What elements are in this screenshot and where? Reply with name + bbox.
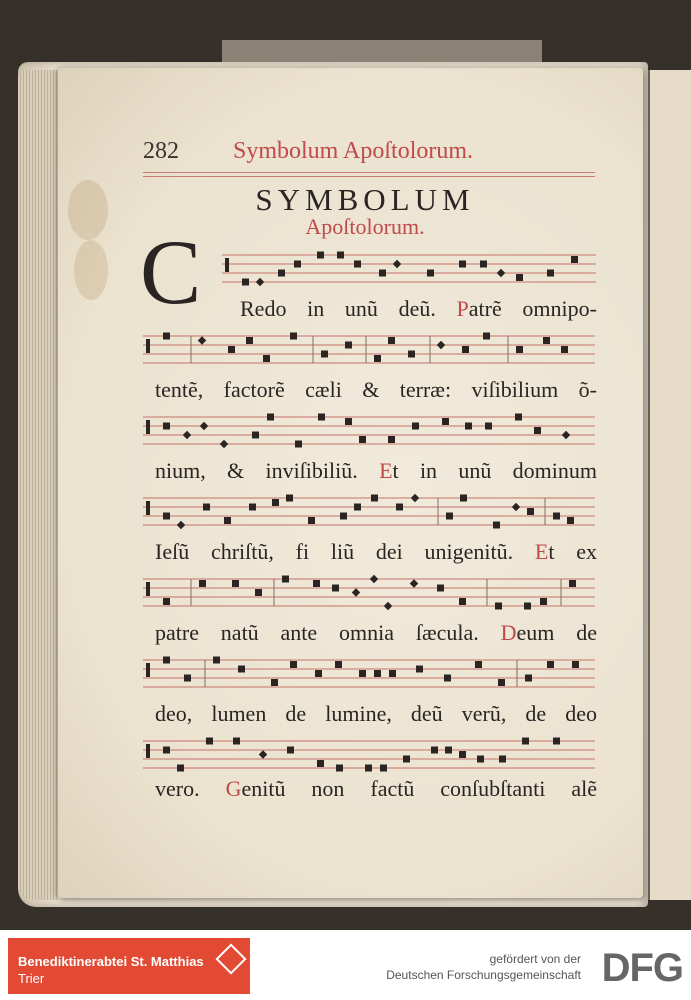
lyric-line (155, 377, 597, 403)
neume-note (317, 760, 324, 767)
neume-note (203, 504, 210, 511)
neume-note (336, 765, 343, 772)
neume-note (384, 602, 392, 610)
music-staff (143, 737, 595, 772)
neume-note (294, 261, 301, 268)
music-staff (143, 413, 595, 448)
neume-note (403, 756, 410, 763)
neume-note (163, 333, 170, 340)
running-title: Symbolum Apoſtolorum. (233, 138, 474, 164)
music-staff (143, 656, 595, 691)
neume-note (459, 751, 466, 758)
neume-note (459, 598, 466, 605)
neume-note (163, 513, 170, 520)
lyric-line (155, 458, 597, 484)
music-staff (143, 494, 595, 529)
neume-note (561, 346, 568, 353)
neume-note (444, 675, 451, 682)
lyric-line (155, 539, 597, 565)
neume-note (412, 423, 419, 430)
neume-note (534, 427, 541, 434)
neume-note (365, 765, 372, 772)
neume-note (427, 270, 434, 277)
neume-note (177, 765, 184, 772)
neume-note (317, 252, 324, 259)
neume-note (485, 423, 492, 430)
initial-letter: C (140, 221, 202, 323)
neume-note (163, 747, 170, 754)
stain (74, 240, 108, 300)
neume-note (290, 661, 297, 668)
neume-note (516, 346, 523, 353)
clef-mark (146, 501, 150, 515)
neume-note (340, 513, 347, 520)
neume-note (290, 333, 297, 340)
neume-note (183, 431, 191, 439)
neume-note (354, 504, 361, 511)
lyric-text: t ex (548, 539, 597, 564)
neume-note (359, 436, 366, 443)
neume-note (318, 414, 325, 421)
neume-note (177, 521, 185, 529)
header-rule (143, 172, 595, 173)
neume-note (547, 661, 554, 668)
lyric-text: nium, & inviſibiliũ. (155, 458, 380, 483)
music-staff (143, 575, 595, 610)
neume-note (267, 414, 274, 421)
neume-note (224, 517, 231, 524)
neume-note (228, 346, 235, 353)
neume-note (213, 657, 220, 664)
neume-note (393, 260, 401, 268)
lyric-line (155, 620, 597, 646)
neume-note (263, 355, 270, 362)
neume-note (524, 603, 531, 610)
neume-note (206, 738, 213, 745)
neume-note (321, 351, 328, 358)
neume-note (562, 431, 570, 439)
neume-note (442, 418, 449, 425)
funded-by-text: gefördert von der (489, 952, 581, 966)
neume-note (249, 504, 256, 511)
neume-note (512, 503, 520, 511)
neume-note (370, 575, 378, 583)
neume-note (232, 580, 239, 587)
neume-note (495, 603, 502, 610)
institution-box[interactable] (8, 938, 250, 994)
neume-note (287, 747, 294, 754)
lyric-text: Ieſũ chriſtũ, fi liũ dei unigenitũ. (155, 539, 535, 564)
neume-note (483, 333, 490, 340)
neume-note (238, 666, 245, 673)
neume-note (345, 418, 352, 425)
neume-note (567, 517, 574, 524)
chant-subtitle: Apoſtolorum. (305, 214, 425, 239)
neume-note (388, 436, 395, 443)
neume-note (379, 270, 386, 277)
clef-mark (146, 582, 150, 596)
neume-note (335, 661, 342, 668)
neume-note (295, 441, 302, 448)
institution-name: Benediktinerabtei St. Matthias (18, 954, 204, 969)
neume-note (408, 351, 415, 358)
lyric-text: patre natũ ante omnia ſæcula. (155, 620, 501, 645)
lyric-text: Redo in unũ deũ. (240, 296, 457, 321)
neume-note (337, 252, 344, 259)
lyric-text: atrẽ omnipo- (468, 296, 597, 321)
lyric-line (155, 701, 597, 727)
neume-note (465, 423, 472, 430)
neume-note (410, 579, 418, 587)
neume-note (220, 440, 228, 448)
rubric-initial: P (456, 296, 469, 321)
neume-note (475, 661, 482, 668)
neume-note (352, 588, 360, 596)
stain (68, 180, 108, 240)
neume-note (498, 679, 505, 686)
neume-note (431, 747, 438, 754)
neume-note (242, 279, 249, 286)
lyric-text: deo, lumen de lumine, deũ verũ, de deo (155, 701, 597, 726)
neume-note (233, 738, 240, 745)
lyric-text: eum de (516, 620, 597, 645)
neume-note (396, 504, 403, 511)
neume-note (497, 269, 505, 277)
rubric-initial: E (379, 458, 393, 483)
lyric-line (240, 296, 597, 322)
neume-note (515, 414, 522, 421)
neume-note (315, 670, 322, 677)
neume-note (374, 670, 381, 677)
rubric-initial: D (500, 620, 517, 645)
footer-banner (0, 930, 691, 1000)
neume-note (547, 270, 554, 277)
neume-note (446, 513, 453, 520)
neume-note (359, 670, 366, 677)
neume-note (259, 750, 267, 758)
neume-note (163, 598, 170, 605)
neume-note (493, 522, 500, 529)
neume-note (480, 261, 487, 268)
neume-note (571, 256, 578, 263)
neume-note (553, 738, 560, 745)
neume-note (308, 517, 315, 524)
neume-note (200, 422, 208, 430)
clef-mark (146, 663, 150, 677)
neume-note (460, 495, 467, 502)
neume-note (389, 670, 396, 677)
neume-note (272, 499, 279, 506)
neume-note (282, 576, 289, 583)
neume-note (278, 270, 285, 277)
neume-note (246, 337, 253, 344)
institution-city: Trier (18, 971, 45, 986)
clef-mark (146, 744, 150, 758)
neume-note (199, 580, 206, 587)
neume-note (553, 513, 560, 520)
neume-note (477, 756, 484, 763)
page-number: 282 (143, 138, 179, 164)
neume-note (499, 756, 506, 763)
neume-note (313, 580, 320, 587)
lyric-text: t in unũ dominum (392, 458, 598, 483)
neume-note (256, 278, 264, 286)
neume-note (516, 274, 523, 281)
neume-note (459, 261, 466, 268)
neume-note (374, 355, 381, 362)
neume-note (163, 423, 170, 430)
neume-note (198, 336, 206, 344)
neume-note (411, 494, 419, 502)
lyric-text: enitũ non factũ conſubſtanti alẽ (241, 776, 597, 801)
neume-note (332, 585, 339, 592)
neume-note (462, 346, 469, 353)
dfg-logo[interactable]: DFG (601, 946, 683, 990)
lyric-text: vero. (155, 776, 226, 801)
neume-note (380, 765, 387, 772)
clef-mark (146, 420, 150, 434)
music-staff (143, 332, 595, 367)
rubric-initial: E (534, 539, 549, 564)
neume-note (522, 738, 529, 745)
neume-note (572, 661, 579, 668)
lyric-text: tentẽ, factorẽ cæli & terræ: viſibilium õ- (155, 377, 597, 402)
neume-note (416, 666, 423, 673)
neume-note (354, 261, 361, 268)
header-rule (143, 176, 595, 177)
neume-note (371, 495, 378, 502)
clef-mark (146, 339, 150, 353)
clef-mark (225, 258, 229, 272)
neume-note (388, 337, 395, 344)
funder-name: Deutschen Forschungsgemeinschaft (386, 968, 581, 982)
music-staff (222, 251, 596, 286)
neume-note (437, 585, 444, 592)
neume-note (345, 342, 352, 349)
neume-note (445, 747, 452, 754)
neume-note (286, 495, 293, 502)
neume-note (252, 432, 259, 439)
neume-note (540, 598, 547, 605)
neume-note (271, 679, 278, 686)
facing-page (648, 70, 691, 900)
neume-note (255, 589, 262, 596)
neume-note (525, 675, 532, 682)
neume-note (543, 337, 550, 344)
lyric-line (155, 776, 597, 802)
neume-note (569, 580, 576, 587)
institution-logo-icon (215, 943, 246, 974)
neume-note (527, 508, 534, 515)
rubric-initial: G (225, 776, 242, 801)
neume-note (437, 341, 445, 349)
neume-note (184, 675, 191, 682)
neume-note (163, 657, 170, 664)
chant-title: SYMBOLUM (255, 182, 475, 217)
